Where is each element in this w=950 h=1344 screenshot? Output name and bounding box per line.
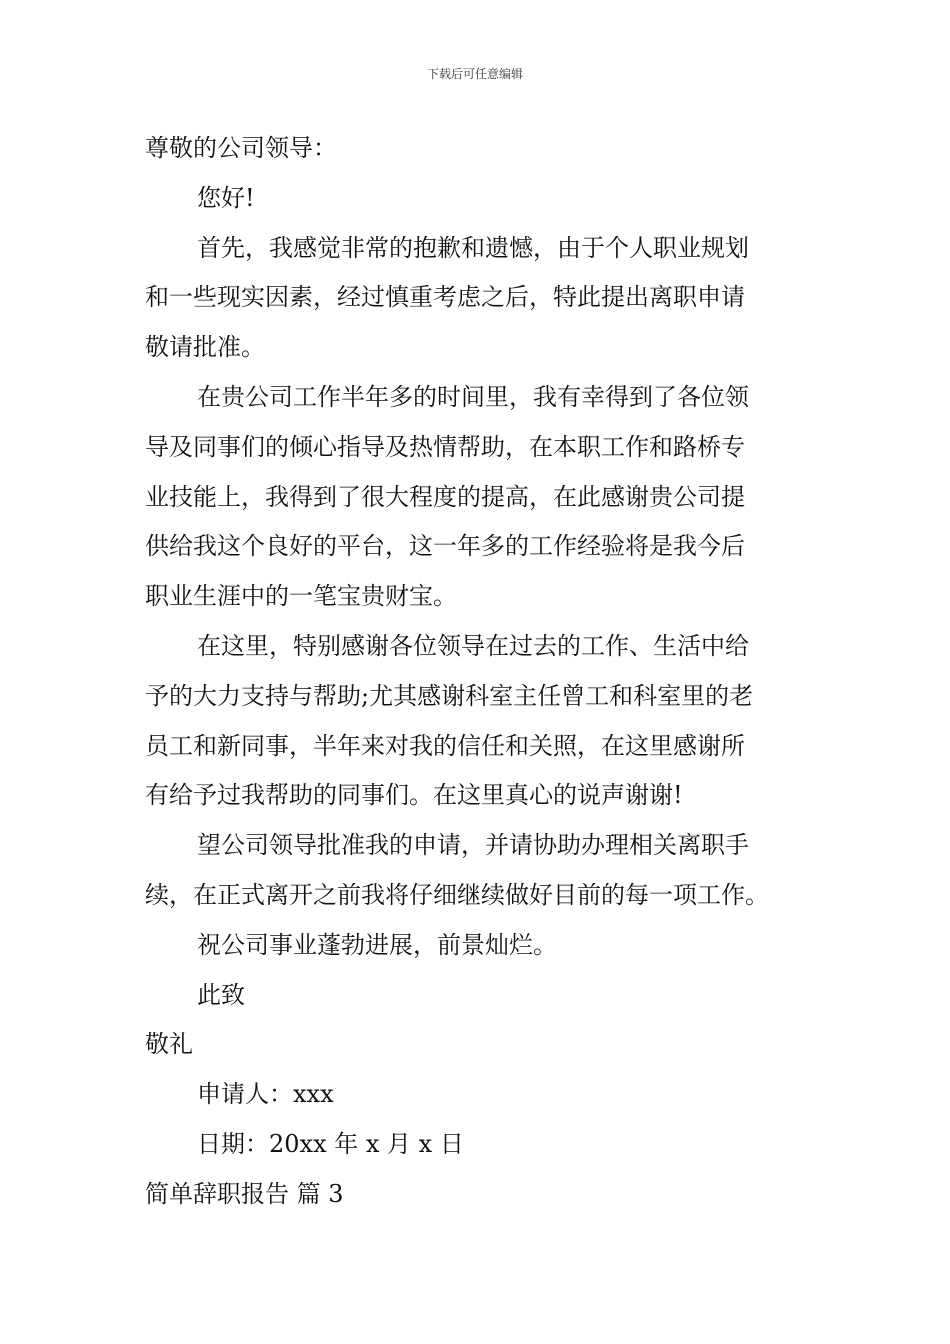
paragraph-line: 业技能上，我得到了很大程度的提高，在此感谢贵公司提 <box>145 482 745 511</box>
paragraph-line: 续，在正式离开之前我将仔细继续做好目前的每一项工作。 <box>145 880 769 909</box>
paragraph-line: 职业生涯中的一笔宝贵财宝。 <box>145 582 457 611</box>
paragraph-line: 在贵公司工作半年多的时间里，我有幸得到了各位领 <box>197 382 749 411</box>
paragraph-line: 供给我这个良好的平台，这一年多的工作经验将是我今后 <box>145 532 745 561</box>
paragraph-line: 和一些现实因素，经过慎重考虑之后，特此提出离职申请 <box>145 283 745 312</box>
closing-salute: 敬礼 <box>145 1030 193 1059</box>
paragraph-line: 有给予过我帮助的同事们。在这里真心的说声谢谢! <box>145 781 683 810</box>
letter-body <box>145 124 805 1220</box>
paragraph-line: 望公司领导批准我的申请，并请协助办理相关离职手 <box>197 831 749 860</box>
closing-line: 此致 <box>197 980 245 1009</box>
paragraph-line: 导及同事们的倾心指导及热情帮助，在本职工作和路桥专 <box>145 432 745 461</box>
section-heading: 简单辞职报告 篇 3 <box>145 1179 344 1208</box>
paragraph-line: 予的大力支持与帮助;尤其感谢科室主任曾工和科室里的老 <box>145 681 754 710</box>
paragraph-line: 在这里，特别感谢各位领导在过去的工作、生活中给 <box>197 631 749 660</box>
paragraph-line: 敬请批准。 <box>145 333 265 362</box>
paragraph-line: 祝公司事业蓬勃进展，前景灿烂。 <box>197 930 557 959</box>
paragraph-line: 员工和新同事，半年来对我的信任和关照，在这里感谢所 <box>145 731 745 760</box>
salutation: 尊敬的公司领导： <box>145 134 337 162</box>
greeting: 您好! <box>197 183 255 212</box>
date-line: 日期：20xx 年 x 月 x 日 <box>197 1129 464 1158</box>
applicant-line: 申请人：xxx <box>197 1080 334 1109</box>
paragraph-line: 首先，我感觉非常的抱歉和遗憾，由于个人职业规划 <box>197 233 749 262</box>
header-note: 下载后可任意编辑 <box>426 67 523 81</box>
